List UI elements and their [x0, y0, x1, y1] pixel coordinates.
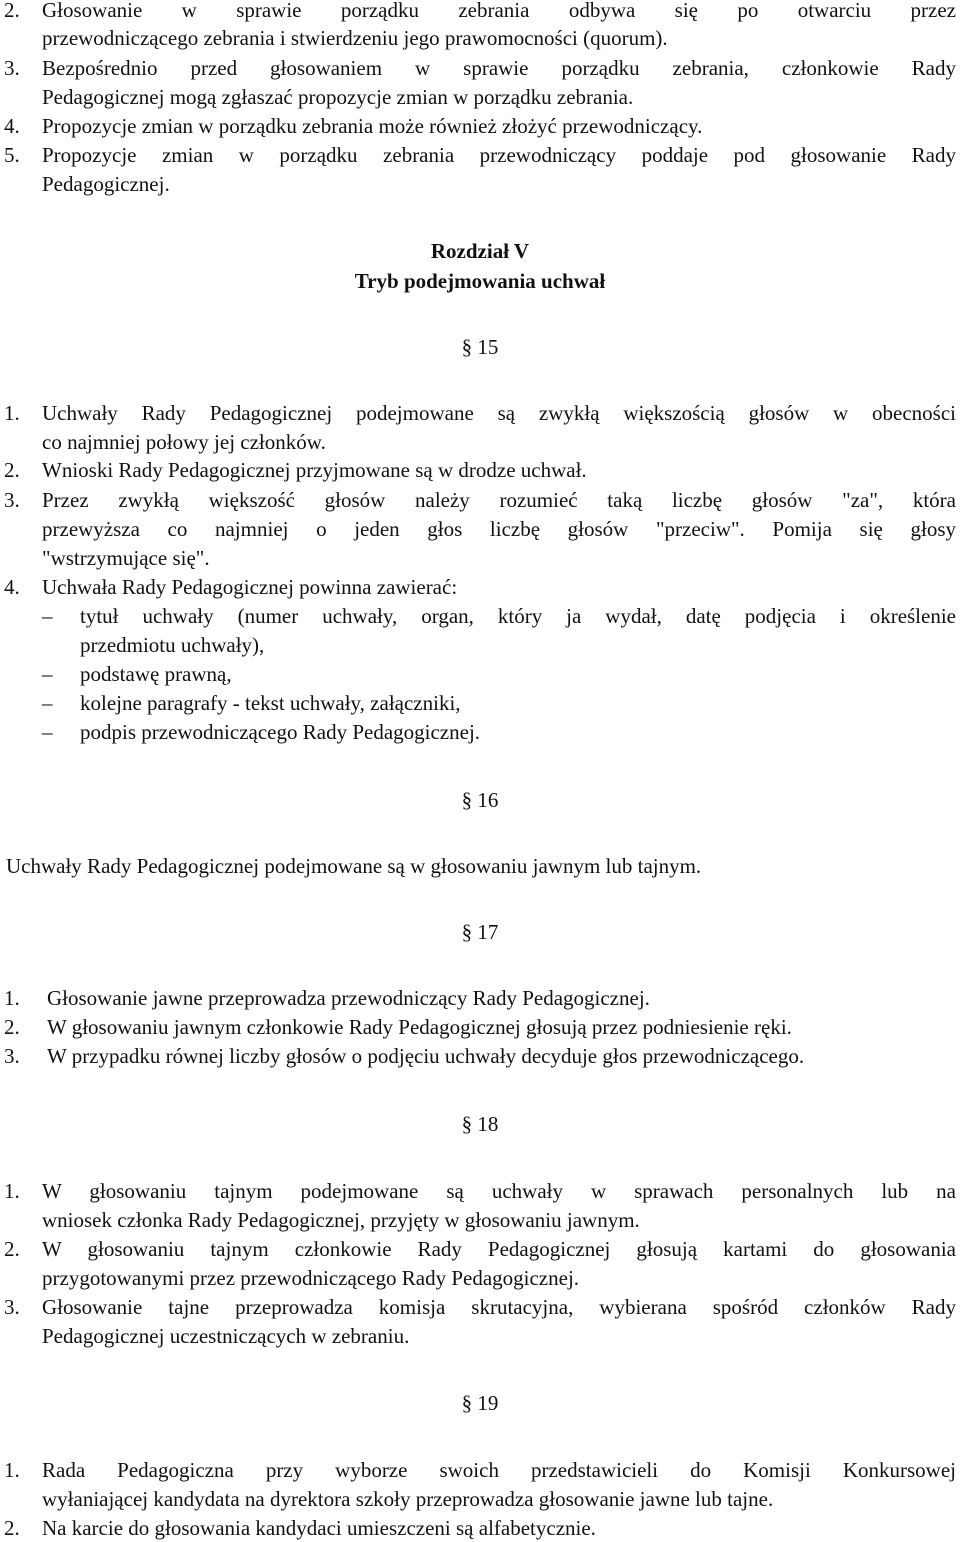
- item-number: 4.: [4, 575, 20, 599]
- paragraph-line: W głosowaniu tajnym członkowie Rady Pedagogicznej głosują kartami do głosowania: [42, 1237, 956, 1261]
- item-number: 3.: [4, 1295, 20, 1319]
- bullet-line: kolejne paragrafy - tekst uchwały, załączniki,: [80, 691, 461, 715]
- paragraph-line: Pedagogicznej mogą zgłaszać propozycje zmian w porządku zebrania.: [42, 85, 634, 109]
- paragraph-line: Propozycje zmian w porządku zebrania może również złożyć przewodniczący.: [42, 114, 703, 138]
- item-number: 2.: [4, 0, 20, 22]
- dash-bullet: –: [42, 604, 53, 628]
- bullet-line: podpis przewodniczącego Rady Pedagogicznej.: [80, 720, 481, 744]
- section-mark: § 19: [461, 1391, 499, 1415]
- section-mark: § 15: [461, 335, 499, 359]
- bullet-line: tytuł uchwały (numer uchwały, organ, który ja wydał, datę podjęcia i określenie: [80, 604, 956, 628]
- paragraph-line: Rada Pedagogiczna przy wyborze swoich przedstawicieli do Komisji Konkursowej: [42, 1458, 956, 1482]
- item-number: 2.: [4, 458, 20, 482]
- item-number: 1.: [4, 1179, 20, 1203]
- item-number: 1.: [4, 1458, 20, 1482]
- paragraph-line: Wnioski Rady Pedagogicznej przyjmowane są w drodze uchwał.: [42, 458, 587, 482]
- item-number: 4.: [4, 114, 20, 138]
- paragraph-line: wniosek członka Rady Pedagogicznej, przyjęty w głosowaniu jawnym.: [42, 1208, 640, 1232]
- chapter-subtitle: Tryb podejmowania uchwał: [354, 269, 606, 293]
- item-number: 3.: [4, 488, 20, 512]
- item-number: 2.: [4, 1516, 20, 1540]
- item-number: 1.: [4, 986, 20, 1010]
- bullet-line: podstawę prawną,: [80, 662, 232, 686]
- item-number: 2.: [4, 1015, 20, 1039]
- paragraph-line: przewodniczącego zebrania i stwierdzeniu jego prawomocności (quorum).: [42, 26, 668, 50]
- section-mark: § 18: [461, 1112, 499, 1136]
- paragraph-line: Pedagogicznej uczestniczących w zebraniu.: [42, 1324, 410, 1348]
- paragraph-line: W głosowaniu tajnym podejmowane są uchwały w sprawach personalnych lub na: [42, 1179, 956, 1203]
- section-mark: § 17: [461, 920, 499, 944]
- dash-bullet: –: [42, 720, 53, 744]
- dash-bullet: –: [42, 691, 53, 715]
- item-number: 2.: [4, 1237, 20, 1261]
- item-number: 3.: [4, 56, 20, 80]
- paragraph-line: Uchwała Rady Pedagogicznej powinna zawierać:: [42, 575, 458, 599]
- bullet-line: przedmiotu uchwały),: [80, 633, 265, 657]
- paragraph-line: Uchwały Rady Pedagogicznej podejmowane są zwykłą większością głosów w obecności: [42, 401, 956, 425]
- paragraph-line: W przypadku równej liczby głosów o podjęciu uchwały decyduje głos przewodniczącego.: [47, 1044, 805, 1068]
- section-mark: § 16: [461, 788, 499, 812]
- paragraph-line: Na karcie do głosowania kandydaci umieszczeni są alfabetycznie.: [42, 1516, 596, 1540]
- paragraph-line: wyłaniającej kandydata na dyrektora szkoły przeprowadza głosowanie jawne lub tajne.: [42, 1487, 774, 1511]
- paragraph-line: Głosowanie tajne przeprowadza komisja skrutacyjna, wybierana spośród członków Rady: [42, 1295, 956, 1319]
- item-number: 3.: [4, 1044, 20, 1068]
- paragraph-line: Głosowanie w sprawie porządku zebrania odbywa się po otwarciu przez: [42, 0, 956, 22]
- item-number: 1.: [4, 401, 20, 425]
- chapter-title: Rozdział V: [430, 239, 530, 263]
- paragraph-line: Propozycje zmian w porządku zebrania przewodniczący poddaje pod głosowanie Rady: [42, 143, 956, 167]
- paragraph-line: Pedagogicznej.: [42, 172, 170, 196]
- paragraph-line: "wstrzymujące się".: [42, 546, 210, 570]
- paragraph-line: co najmniej połowy jej członków.: [42, 430, 326, 454]
- paragraph-line: przewyższa co najmniej o jeden głos liczbę głosów "przeciw". Pomija się głosy: [42, 517, 956, 541]
- paragraph-line: przygotowanymi przez przewodniczącego Rady Pedagogicznej.: [42, 1266, 580, 1290]
- dash-bullet: –: [42, 662, 53, 686]
- paragraph-line: Uchwały Rady Pedagogicznej podejmowane są w głosowaniu jawnym lub tajnym.: [6, 854, 702, 878]
- paragraph-line: W głosowaniu jawnym członkowie Rady Pedagogicznej głosują przez podniesienie ręki.: [47, 1015, 792, 1039]
- item-number: 5.: [4, 143, 20, 167]
- paragraph-line: Głosowanie jawne przeprowadza przewodniczący Rady Pedagogicznej.: [47, 986, 650, 1010]
- paragraph-line: Przez zwykłą większość głosów należy rozumieć taką liczbę głosów "za", która: [42, 488, 956, 512]
- paragraph-line: Bezpośrednio przed głosowaniem w sprawie porządku zebrania, członkowie Rady: [42, 56, 956, 80]
